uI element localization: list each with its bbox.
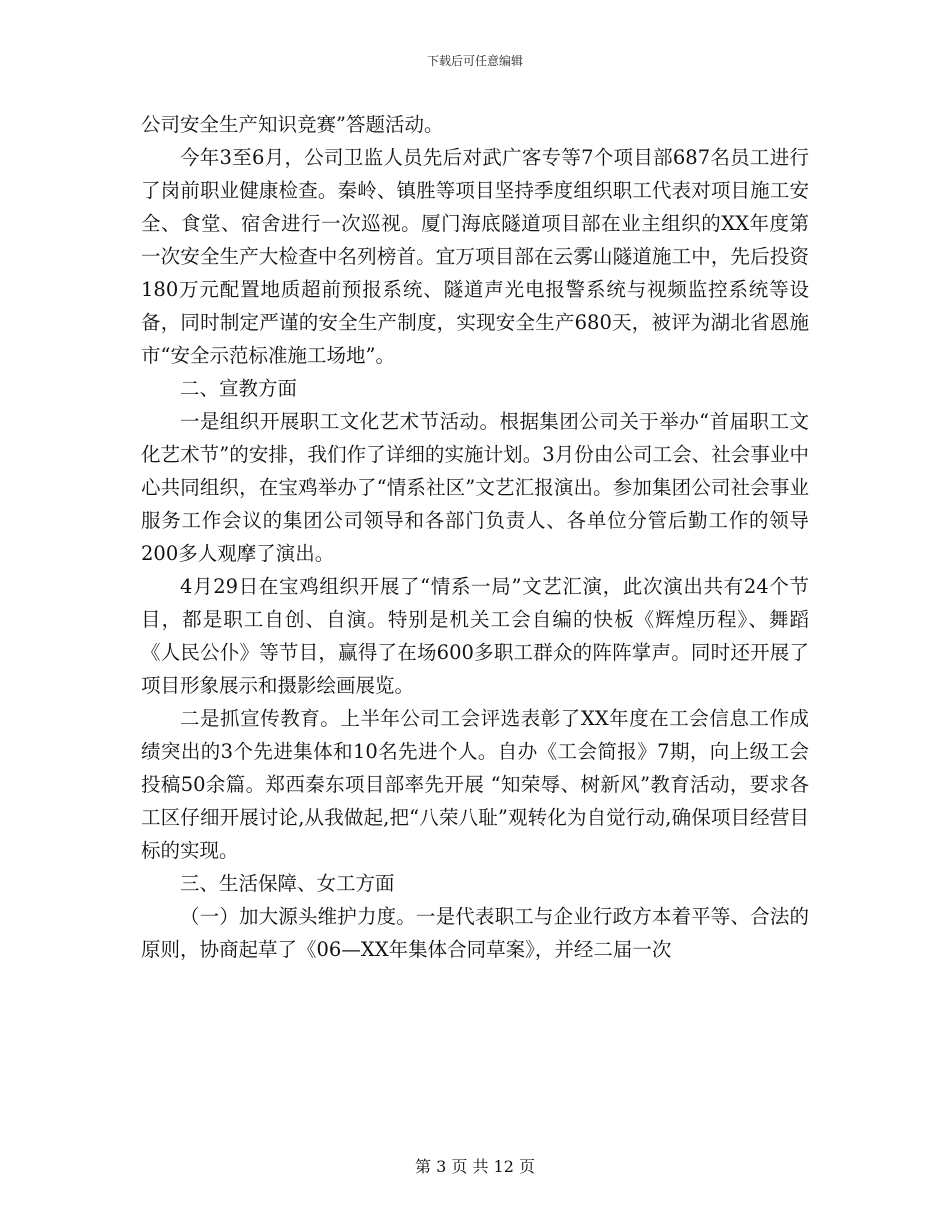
document-body <box>141 108 809 966</box>
section-heading: 二、宣教方面 <box>180 377 298 400</box>
paragraph: 一是组织开展职工文化艺术节活动。根据集团公司关于举办“首届职工文化艺术节”的安排，我们作了详细的实施计划。3月份由公司工会、社会事业中心共同组织，在宝鸡举办了“情系社区”文艺汇报演出。参加集团公司社会事业服务工作会议的集团公司领导和各部门负责人、各单位分管后勤工作的领导200多人观摩了演出。 <box>141 410 809 565</box>
page-header-note: 下载后可任意编辑 <box>426 54 523 68</box>
paragraph: 公司安全生产知识竞赛”答题活动。 <box>141 113 444 136</box>
paragraph: 二是抓宣传教育。上半年公司工会评选表彰了XX年度在工会信息工作成绩突出的3个先进集体和10名先进个人。自办《工会简报》7期，向上级工会投稿50余篇。郑西秦东项目部率先开展 “知荣辱、树新风”教育活动，要求各工区仔细开展讨论,从我做起,把“八荣八耻”观转化为自觉行动,确保项目经营目标的实现。 <box>141 707 809 862</box>
page-number-footer: 第 3 页 共 12 页 <box>415 1157 535 1176</box>
paragraph: 今年3至6月，公司卫监人员先后对武广客专等7个项目部687名员工进行了岗前职业健康检查。秦岭、镇胜等项目坚持季度组织职工代表对项目施工安全、食堂、宿舍进行一次巡视。厦门海底隧道项目部在业主组织的XX年度第一次安全生产大检查中名列榜首。宜万项目部在云雾山隧道施工中，先后投资180万元配置地质超前预报系统、隧道声光电报警系统与视频监控系统等设备，同时制定严谨的安全生产制度，实现安全生产680天，被评为湖北省恩施市“安全示范标准施工场地”。 <box>141 146 809 367</box>
section-heading: 三、生活保障、女工方面 <box>180 872 395 895</box>
paragraph: 4月29日在宝鸡组织开展了“情系一局”文艺汇演，此次演出共有24个节目，都是职工自创、自演。特别是机关工会自编的快板《辉煌历程》、舞蹈《人民公仆》等节目，赢得了在场600多职工群众的阵阵掌声。同时还开展了项目形象展示和摄影绘画展览。 <box>141 575 809 697</box>
paragraph: （一）加大源头维护力度。一是代表职工与企业行政方本着平等、合法的原则，协商起草了《06—XX年集体合同草案》，并经二届一次 <box>141 905 809 961</box>
